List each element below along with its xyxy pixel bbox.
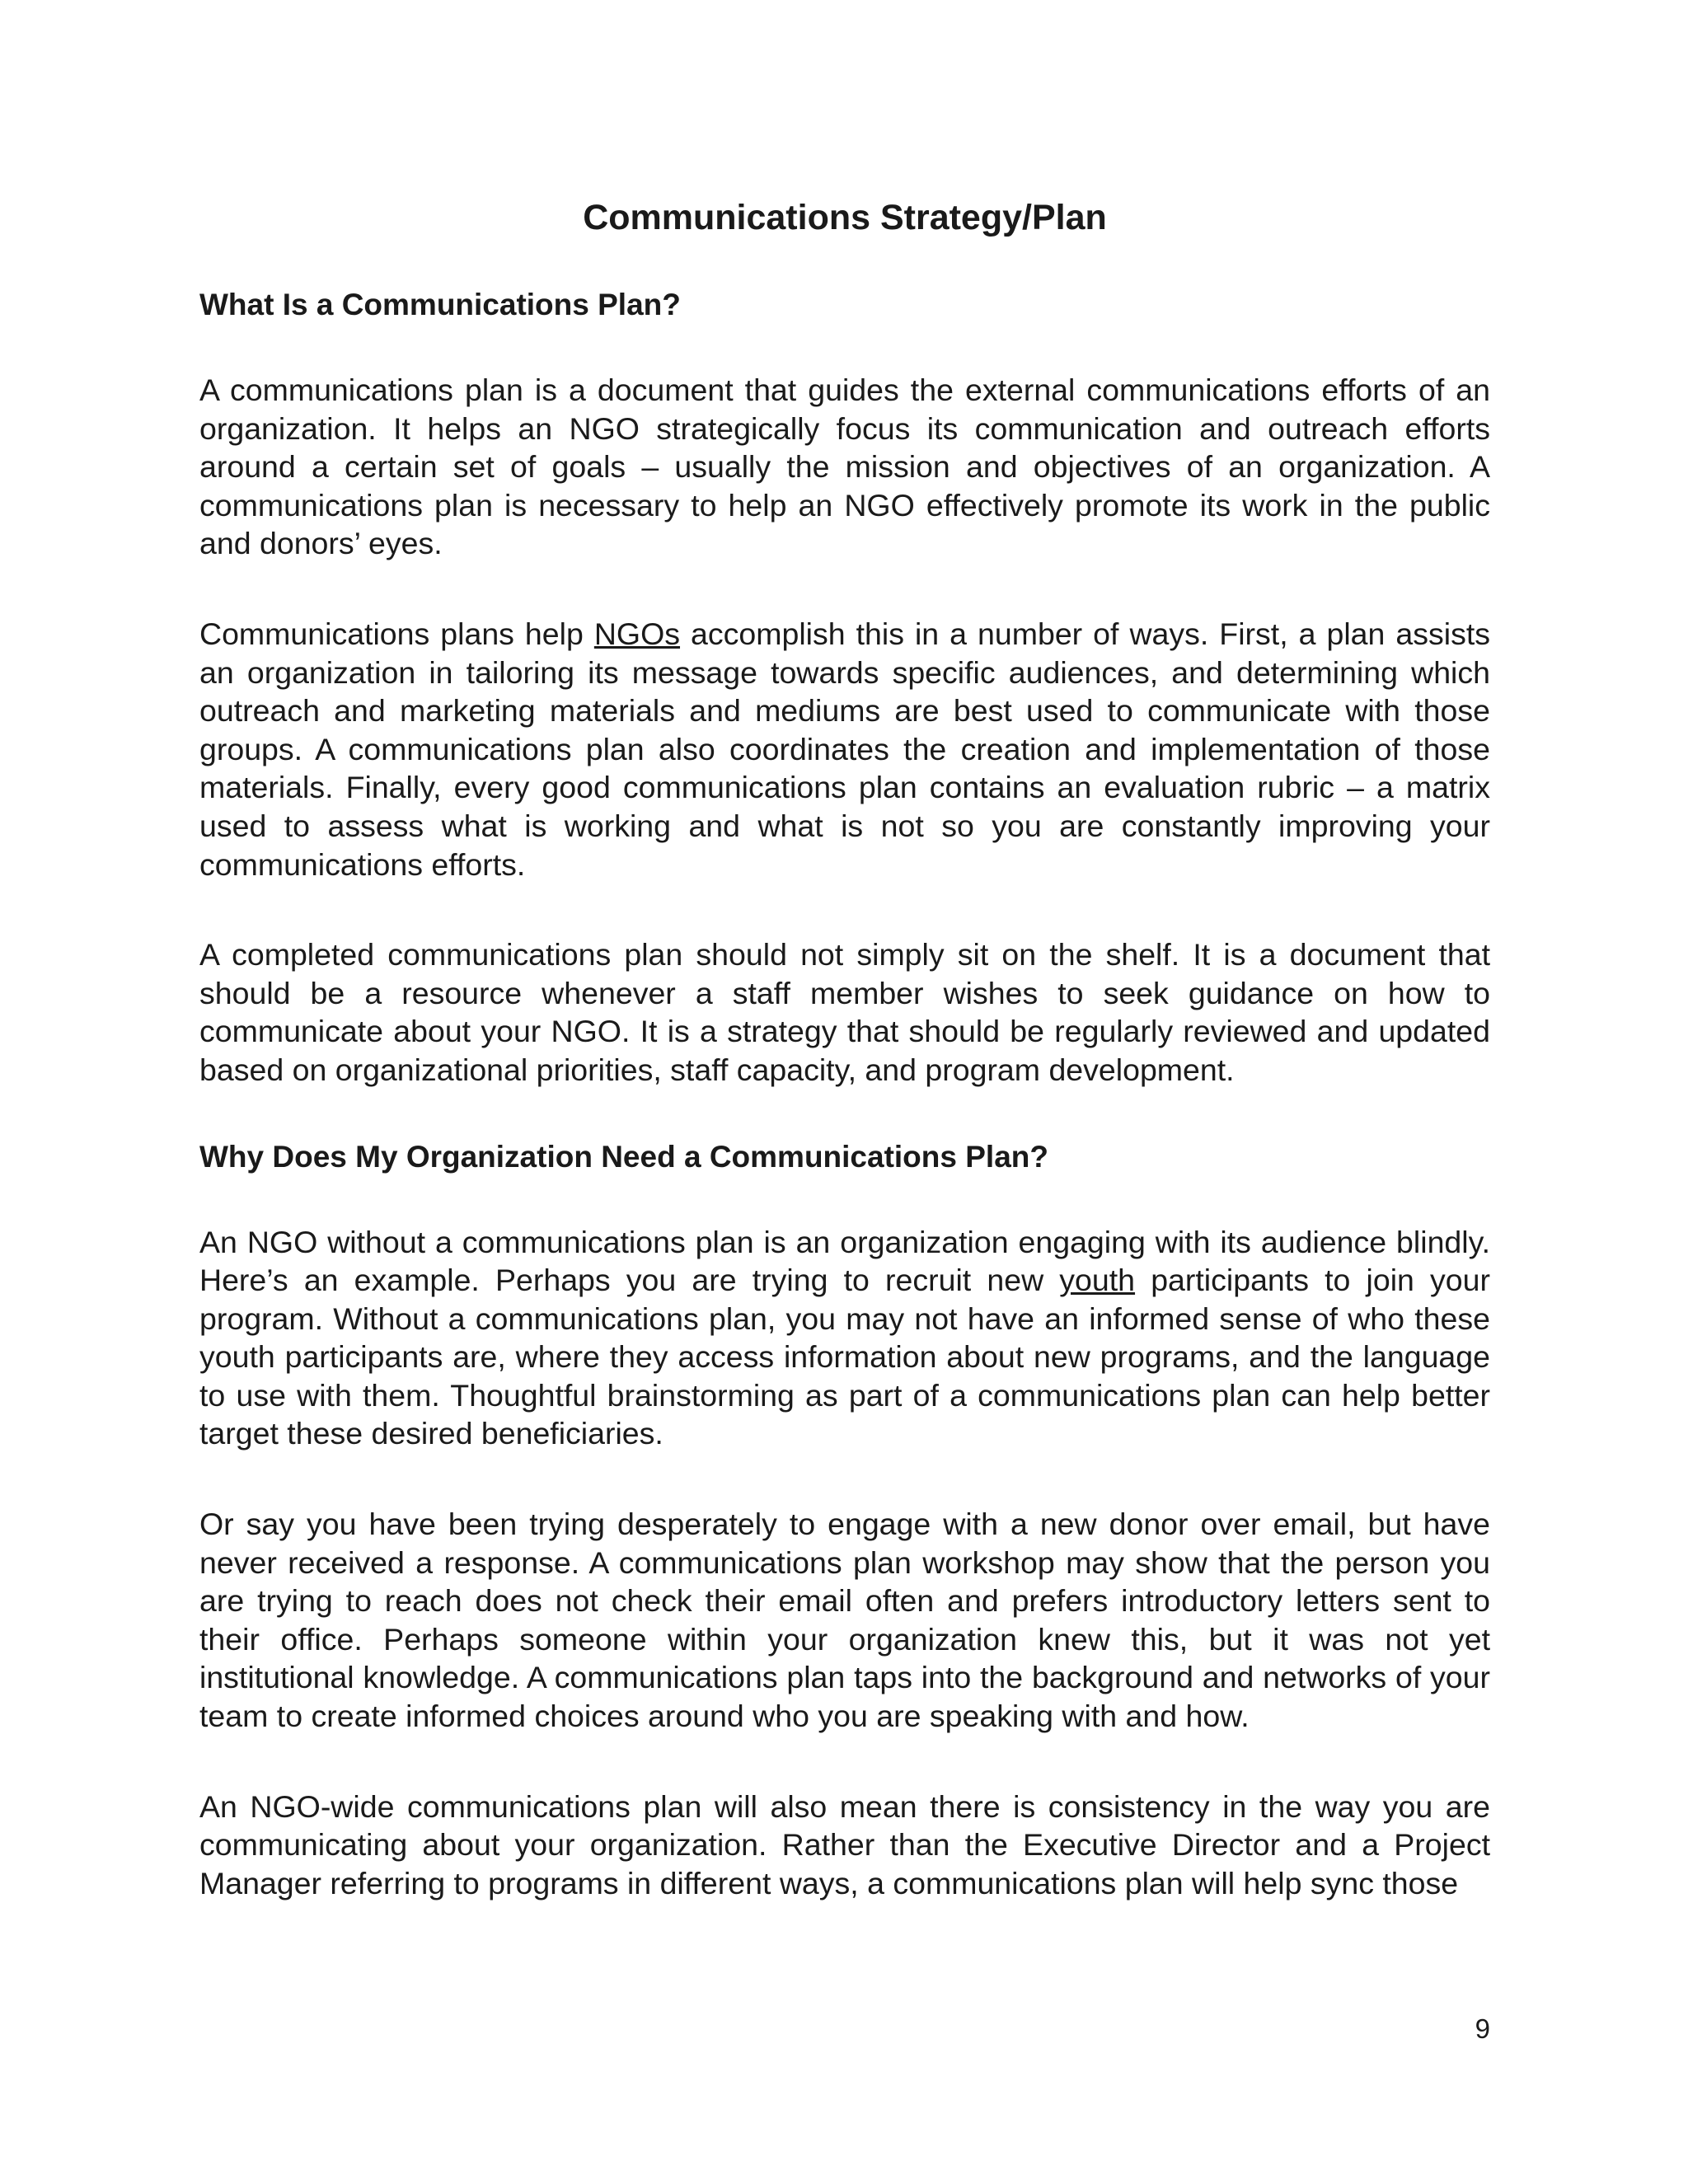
document-title: Communications Strategy/Plan [583,198,1107,237]
paragraph-how-plans-help [199,615,1490,883]
paragraph-text-after-link: accomplish this in a number of ways. First, a plan assists an organization in tailoring its message towards specific audiences, and determining which outreach and marketing materials and mediums are best used to communicate with those groups. A communications plan also coordinates the creation and implementation of those materials. Finally, every good communications plan contains an evaluation rubric – a matrix used to assess what is working and what is not so you are constantly improving your communications efforts. [199,616,1491,882]
ngos-link[interactable]: NGOs [593,616,681,651]
section-heading-why-need: Why Does My Organization Need a Communications Plan? [199,1139,1048,1174]
section-heading-what-is: What Is a Communications Plan? [199,288,681,321]
paragraph-donor-example: Or say you have been trying desperately to engage with a new donor over email, but have never received a response. A communications plan workshop may show that the person you are trying to reach does not check their email often and prefers introductory letters sent to their office. Perhaps someone within your organization knew this, but it was not yet institutional knowledge. A communications plan taps into the background and networks of your team to create informed choices around who you are speaking with and how. [199,1507,1490,1734]
paragraph-definition: A communications plan is a document that guides the external communications efforts of an organization. It helps an NGO strategically focus its communication and outreach efforts around a certain set of goals – usually the mission and objectives of an organization. A communications plan is necessary to help an NGO effectively promote its work in the public and donors’ eyes. [199,373,1490,561]
page-number: 9 [1475,2013,1490,2044]
paragraph-youth-example [199,1223,1490,1454]
youth-link[interactable]: youth [1059,1263,1136,1298]
page-content [199,191,1490,1902]
paragraph-consistency: An NGO-wide communications plan will also mean there is consistency in the way you are communicating about your organization. Rather than the Executive Director and a Project Manager referring to programs in different ways, a communications plan will help sync those [199,1788,1490,1900]
paragraph-living-document: A completed communications plan should not simply sit on the shelf. It is a document that should be a resource whenever a staff member wishes to seek guidance on how to communicate about your NGO. It is a strategy that should be regularly reviewed and updated based on organizational priorities, staff capacity, and program development. [199,937,1490,1087]
paragraph-text-after-link: participants to join your program. Without a communications plan, you may not have an informed sense of who these youth participants are, where they access information about new programs, and the language to use with them. Thoughtful brainstorming as part of a communications plan can help better target these desired beneficiaries. [199,1263,1490,1451]
paragraph-text-before-link: An NGO without a communications plan is an organization engaging with its audience blindly. Here’s an example. Perhaps you are trying to recruit new [199,1224,1490,1298]
paragraph-text-before-link: Communications plans help [199,616,594,651]
